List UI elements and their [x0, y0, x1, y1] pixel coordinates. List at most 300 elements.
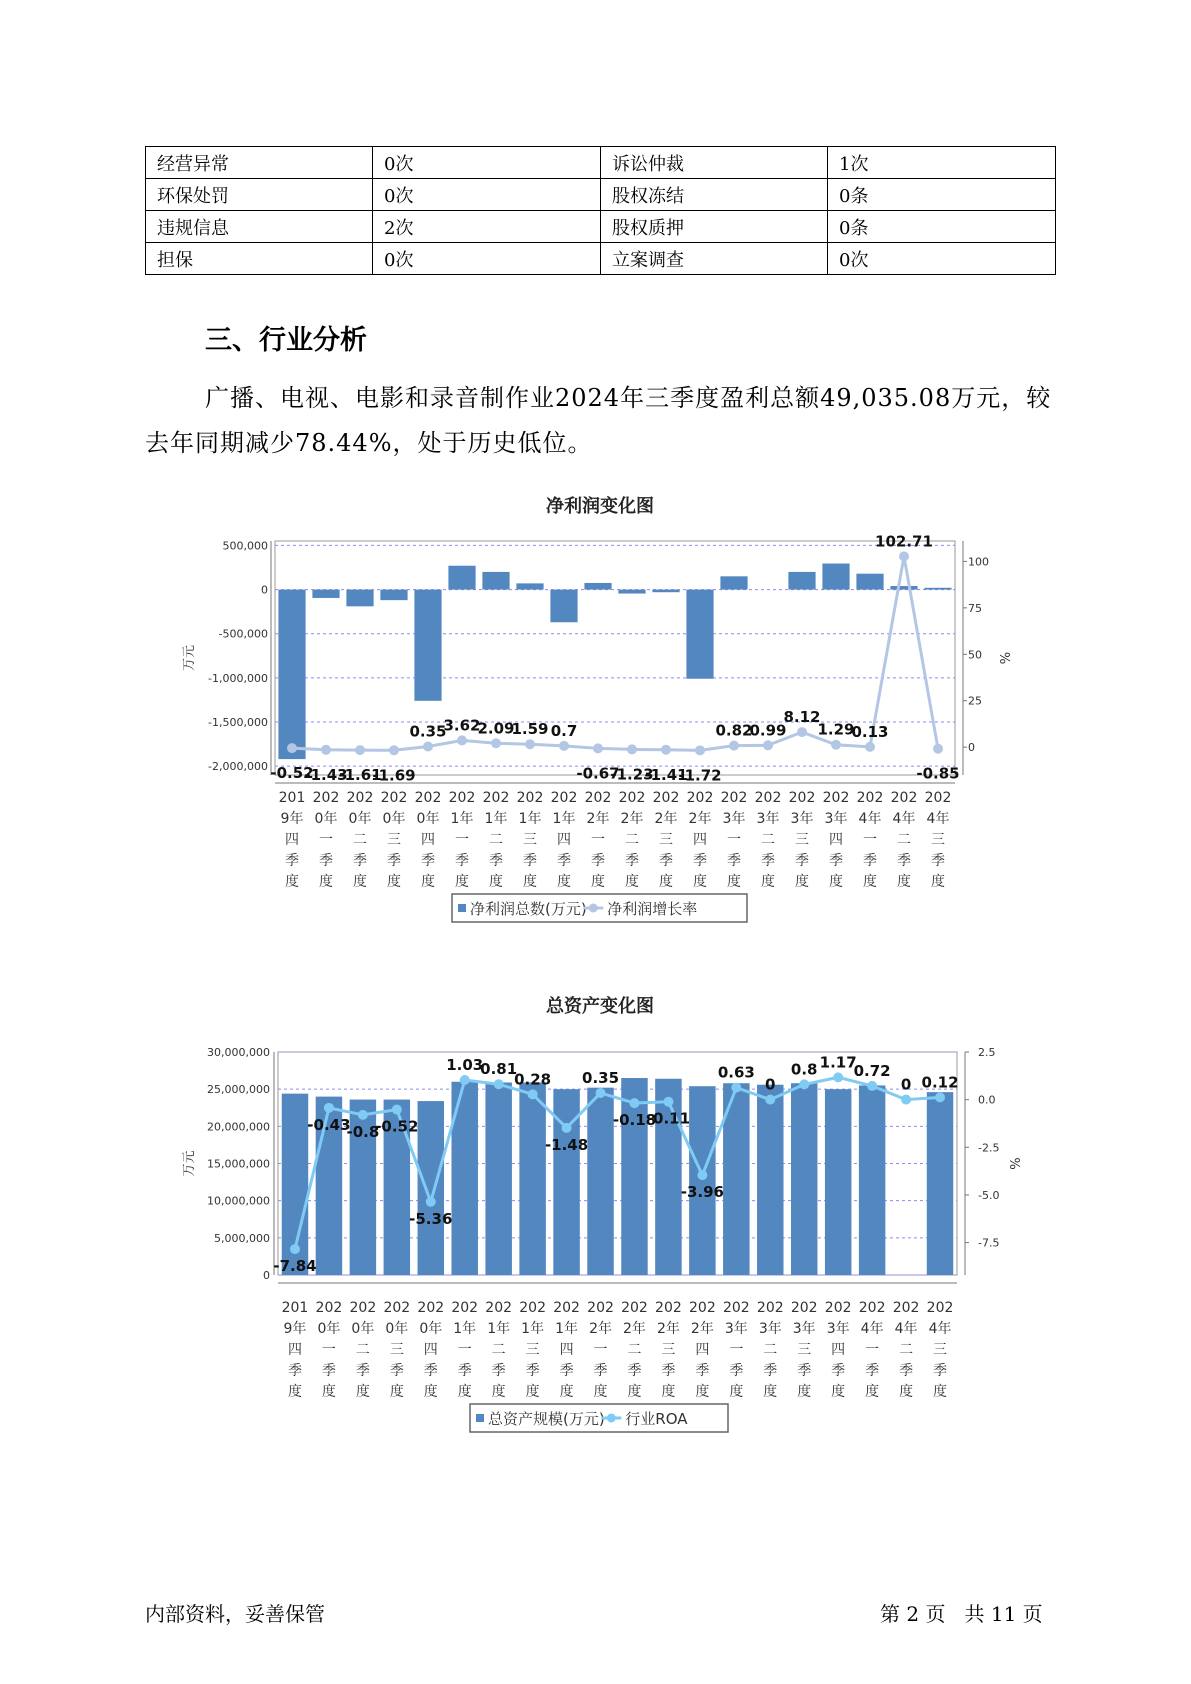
- x-tick-label: 季: [931, 853, 945, 869]
- data-label: -0.18: [612, 1111, 657, 1130]
- data-label: 0.72: [853, 1061, 891, 1080]
- x-tick-label: 202: [349, 1300, 377, 1316]
- x-tick-label: 度: [625, 874, 639, 890]
- x-tick-label: 三: [523, 832, 537, 848]
- x-tick-label: 度: [763, 1384, 778, 1400]
- risk-item-value: 0次: [373, 243, 601, 275]
- data-label: -0.85: [916, 764, 960, 783]
- x-tick-label: 一: [729, 1342, 744, 1358]
- data-point: [765, 1095, 775, 1105]
- x-tick-label: 3年: [722, 811, 746, 827]
- x-tick-label: 4年: [860, 1321, 884, 1337]
- table-row: [146, 243, 1056, 275]
- data-point: [321, 745, 331, 755]
- bar: [278, 590, 305, 760]
- x-tick-label: 季: [661, 1363, 676, 1379]
- x-tick-label: 0年: [382, 811, 406, 827]
- data-point: [457, 735, 467, 745]
- data-point: [423, 741, 433, 751]
- x-tick-label: 2年: [586, 811, 610, 827]
- risk-item-label: 股权冻结: [601, 179, 828, 211]
- x-tick-label: 季: [761, 853, 775, 869]
- y-axis-title: 万元: [182, 644, 197, 672]
- data-point: [290, 1244, 300, 1254]
- x-tick-label: 度: [695, 1384, 710, 1400]
- legend-label: 净利润增长率: [607, 900, 698, 918]
- data-label: 0.12: [921, 1073, 959, 1092]
- x-tick-label: 202: [788, 790, 816, 806]
- data-point: [389, 745, 399, 755]
- x-tick-label: 一: [457, 1342, 472, 1358]
- x-tick-label: 二: [897, 832, 911, 848]
- x-tick-label: 度: [829, 874, 843, 890]
- x-tick-label: 202: [414, 790, 442, 806]
- x-tick-label: 季: [659, 853, 673, 869]
- data-point: [697, 1170, 707, 1180]
- x-tick-label: 9年: [283, 1321, 307, 1337]
- data-point: [867, 1081, 877, 1091]
- bar: [859, 1085, 885, 1275]
- x-tick-label: 2年: [690, 1321, 714, 1337]
- bar: [791, 1083, 817, 1275]
- x-tick-label: 202: [584, 790, 612, 806]
- x-tick-label: 1年: [453, 1321, 477, 1337]
- x-tick-label: 季: [353, 853, 367, 869]
- y-tick-label: -2,000,000: [208, 760, 268, 774]
- footer-confidential: 内部资料，妥善保管: [145, 1602, 325, 1626]
- x-tick-label: 三: [795, 832, 809, 848]
- x-tick-label: 202: [383, 1300, 411, 1316]
- x-tick-label: 二: [491, 1342, 506, 1358]
- x-tick-label: 202: [519, 1300, 546, 1316]
- y-tick-label: -1,000,000: [208, 671, 268, 685]
- risk-item-value: 1次: [828, 147, 1056, 179]
- chart-title: 总资产变化图: [546, 996, 654, 1017]
- data-label: 0.63: [717, 1063, 755, 1082]
- y2-tick-label: 0.0: [978, 1093, 996, 1107]
- bar: [822, 564, 849, 590]
- y-tick-label: 0: [263, 1269, 270, 1282]
- legend-label: 行业ROA: [625, 1410, 688, 1428]
- analysis-paragraph: 广播、电视、电影和录音制作业2024年三季度盈利总额49,035.08万元，较去年同期减少78.44%，处于历史低位。: [145, 384, 1052, 457]
- x-tick-label: 一: [455, 832, 469, 848]
- y2-tick-label: -7.5: [978, 1236, 1000, 1250]
- data-label: -1.61: [338, 766, 382, 785]
- x-tick-label: 季: [593, 1363, 608, 1379]
- x-tick-label: 202: [754, 790, 782, 806]
- x-tick-label: 季: [389, 1363, 404, 1379]
- y-tick-label: 10,000,000: [207, 1194, 270, 1208]
- x-tick-label: 一: [591, 832, 605, 848]
- x-tick-label: 3年: [824, 811, 848, 827]
- x-tick-label: 季: [557, 853, 571, 869]
- bar: [448, 566, 475, 590]
- x-tick-label: 4年: [858, 811, 882, 827]
- table-row: [146, 211, 1056, 243]
- x-tick-label: 3年: [790, 811, 814, 827]
- x-tick-label: 度: [627, 1384, 642, 1400]
- table-row: [146, 147, 1056, 179]
- y-axis-title: 万元: [182, 1150, 197, 1177]
- data-label: -0.8: [346, 1122, 380, 1141]
- risk-table-body: [146, 147, 1056, 275]
- x-tick-label: 2年: [654, 811, 678, 827]
- section-heading: 三、行业分析: [205, 325, 367, 356]
- data-point: [663, 1097, 673, 1107]
- data-point: [763, 740, 773, 750]
- x-tick-label: 季: [863, 853, 877, 869]
- x-tick-label: 度: [523, 874, 537, 890]
- x-tick-label: 四: [423, 1342, 438, 1358]
- x-tick-label: 度: [931, 874, 945, 890]
- x-tick-label: 202: [689, 1300, 716, 1316]
- y-tick-label: 0: [261, 583, 268, 597]
- y2-axis-title: %: [999, 651, 1014, 665]
- x-tick-label: 度: [421, 874, 435, 890]
- data-label: 1.29: [817, 720, 855, 739]
- data-label: -5.36: [409, 1209, 453, 1228]
- x-tick-label: 202: [890, 790, 918, 806]
- bar: [689, 1086, 715, 1275]
- data-label: 0.35: [409, 722, 447, 741]
- x-tick-label: 季: [897, 853, 911, 869]
- bar: [516, 583, 543, 589]
- x-tick-label: 202: [926, 1300, 954, 1316]
- x-tick-label: 1年: [521, 1321, 545, 1337]
- x-tick-label: 度: [661, 1384, 676, 1400]
- x-tick-label: 一: [863, 832, 877, 848]
- x-tick-label: 一: [593, 1342, 608, 1358]
- bar: [312, 590, 339, 598]
- x-tick-label: 季: [797, 1363, 812, 1379]
- x-tick-label: 2年: [589, 1321, 612, 1337]
- data-point: [933, 744, 943, 754]
- data-label: -7.84: [273, 1257, 317, 1276]
- y-tick-label: 25,000,000: [207, 1083, 270, 1097]
- x-tick-label: 二: [353, 832, 367, 848]
- x-tick-label: 季: [287, 1363, 302, 1379]
- x-tick-label: 202: [448, 790, 476, 806]
- x-tick-label: 1年: [518, 811, 542, 827]
- x-tick-label: 202: [756, 1300, 784, 1316]
- x-tick-label: 季: [285, 853, 299, 869]
- x-tick-label: 3年: [792, 1321, 816, 1337]
- risk-item-label: 股权质押: [601, 211, 828, 243]
- x-tick-label: 季: [489, 853, 503, 869]
- data-point: [935, 1092, 945, 1102]
- x-tick-label: 202: [858, 1300, 886, 1316]
- x-tick-label: 9年: [280, 811, 304, 827]
- x-tick-label: 202: [485, 1300, 513, 1316]
- y2-tick-label: 2.5: [978, 1046, 996, 1059]
- x-tick-label: 季: [865, 1363, 880, 1379]
- x-tick-label: 度: [865, 1384, 880, 1400]
- x-tick-label: 度: [319, 874, 333, 890]
- x-tick-label: 三: [931, 832, 945, 848]
- x-tick-label: 四: [287, 1342, 302, 1358]
- x-tick-label: 202: [417, 1300, 445, 1316]
- x-tick-label: 季: [559, 1363, 574, 1379]
- x-tick-label: 度: [727, 874, 741, 890]
- bar: [550, 590, 577, 623]
- x-tick-label: 202: [652, 790, 680, 806]
- data-label: -0.52: [270, 764, 314, 783]
- data-point: [528, 1089, 538, 1099]
- legend-swatch-bar: [476, 1414, 484, 1422]
- y2-tick-label: 75: [968, 601, 982, 615]
- risk-item-value: 0次: [373, 147, 601, 179]
- x-tick-label: 201: [278, 790, 306, 806]
- bar: [414, 590, 441, 701]
- x-tick-label: 度: [559, 1384, 574, 1400]
- x-tick-label: 度: [285, 874, 299, 890]
- y2-tick-label: 100: [968, 555, 989, 569]
- data-label: 0.13: [851, 722, 889, 741]
- legend-swatch-point: [607, 1414, 616, 1423]
- data-label: 1.03: [446, 1056, 484, 1075]
- data-point: [460, 1075, 470, 1085]
- data-label: 0.99: [749, 721, 787, 740]
- x-tick-label: 季: [899, 1363, 914, 1379]
- x-tick-label: 四: [285, 832, 299, 848]
- data-point: [287, 743, 297, 753]
- x-tick-label: 季: [455, 853, 469, 869]
- data-label: 1.17: [819, 1053, 857, 1072]
- data-point: [392, 1105, 402, 1115]
- data-label: 0: [900, 1075, 912, 1094]
- data-label: 0.81: [480, 1060, 518, 1079]
- x-tick-label: 四: [695, 1342, 710, 1358]
- x-tick-label: 度: [899, 1384, 914, 1400]
- x-tick-label: 2年: [656, 1321, 680, 1337]
- bar: [655, 1079, 681, 1275]
- y-tick-label: 500,000: [222, 539, 268, 553]
- legend-label: 净利润总数(万元): [470, 900, 587, 918]
- x-tick-label: 1年: [450, 811, 474, 827]
- x-tick-label: 度: [593, 1384, 608, 1400]
- x-tick-label: 度: [489, 874, 503, 890]
- x-tick-label: 202: [312, 790, 340, 806]
- data-label: -1.43: [304, 765, 348, 784]
- risk-item-value: 0条: [828, 179, 1056, 211]
- data-label: -0.43: [307, 1115, 351, 1134]
- x-tick-label: 三: [389, 1342, 404, 1358]
- legend: [470, 1404, 728, 1432]
- x-tick-label: 4年: [892, 811, 916, 827]
- x-tick-label: 二: [761, 832, 775, 848]
- x-tick-label: 度: [455, 874, 469, 890]
- x-tick-label: 三: [525, 1342, 540, 1358]
- data-label: 8.12: [783, 708, 821, 727]
- y2-axis-title: %: [1009, 1157, 1024, 1170]
- x-tick-label: 一: [321, 1342, 336, 1358]
- risk-item-value: 0条: [828, 211, 1056, 243]
- x-tick-label: 度: [321, 1384, 336, 1400]
- x-tick-label: 202: [686, 790, 714, 806]
- data-label: 0.82: [715, 721, 753, 740]
- x-tick-label: 二: [627, 1342, 642, 1358]
- risk-item-label: 经营异常: [146, 147, 373, 179]
- x-tick-label: 202: [824, 1300, 852, 1316]
- bar: [652, 590, 679, 593]
- x-tick-label: 二: [763, 1342, 778, 1358]
- x-tick-label: 度: [355, 1384, 370, 1400]
- risk-item-value: 2次: [373, 211, 601, 243]
- x-tick-label: 202: [924, 790, 952, 806]
- x-tick-label: 3年: [826, 1321, 850, 1337]
- data-label: 0.8: [790, 1060, 818, 1079]
- x-tick-label: 202: [482, 790, 510, 806]
- data-point: [426, 1197, 436, 1207]
- data-label: 1.59: [511, 720, 549, 739]
- x-tick-label: 季: [729, 1363, 744, 1379]
- x-tick-label: 一: [727, 832, 741, 848]
- risk-item-label: 担保: [146, 243, 373, 275]
- table-row: [146, 179, 1056, 211]
- data-point: [559, 741, 569, 751]
- bar: [927, 1092, 953, 1275]
- data-point: [799, 1079, 809, 1089]
- x-tick-label: 0年: [351, 1321, 375, 1337]
- x-tick-label: 三: [659, 832, 673, 848]
- x-tick-label: 202: [380, 790, 408, 806]
- data-point: [797, 727, 807, 737]
- bar: [757, 1085, 783, 1275]
- data-label: 0.7: [550, 721, 578, 740]
- bar: [587, 1088, 613, 1275]
- risk-info-table: [145, 146, 1056, 275]
- bar: [825, 1089, 851, 1275]
- bar: [856, 574, 883, 590]
- x-tick-label: 3年: [724, 1321, 748, 1337]
- data-point: [525, 739, 535, 749]
- x-tick-label: 3年: [758, 1321, 782, 1337]
- x-tick-label: 202: [451, 1300, 479, 1316]
- legend-swatch-point: [589, 904, 598, 913]
- x-tick-label: 度: [863, 874, 877, 890]
- x-tick-label: 度: [423, 1384, 438, 1400]
- legend-label: 总资产规模(万元): [488, 1410, 605, 1428]
- data-point: [358, 1110, 368, 1120]
- x-tick-label: 三: [797, 1342, 812, 1358]
- x-tick-label: 三: [661, 1342, 676, 1358]
- data-label: -1.41: [644, 765, 688, 784]
- x-tick-label: 二: [489, 832, 503, 848]
- x-tick-label: 2年: [620, 811, 644, 827]
- chart-title: 净利润变化图: [546, 496, 654, 517]
- bar: [618, 590, 645, 594]
- x-tick-label: 二: [899, 1342, 914, 1358]
- x-tick-label: 1年: [484, 811, 508, 827]
- x-tick-label: 季: [319, 853, 333, 869]
- x-tick-label: 202: [722, 1300, 750, 1316]
- x-tick-label: 度: [389, 1384, 404, 1400]
- x-tick-label: 4年: [926, 811, 950, 827]
- risk-item-value: 0次: [373, 179, 601, 211]
- x-tick-label: 2年: [623, 1321, 646, 1337]
- x-tick-label: 四: [421, 832, 435, 848]
- x-tick-label: 二: [355, 1342, 370, 1358]
- x-tick-label: 季: [625, 853, 639, 869]
- x-tick-label: 202: [516, 790, 544, 806]
- data-point: [629, 1098, 639, 1108]
- x-tick-label: 度: [557, 874, 571, 890]
- x-tick-label: 季: [627, 1363, 642, 1379]
- data-label: -0.52: [375, 1117, 419, 1136]
- x-tick-label: 度: [659, 874, 673, 890]
- x-tick-label: 季: [591, 853, 605, 869]
- y-tick-label: 20,000,000: [207, 1120, 270, 1134]
- x-tick-label: 度: [491, 1384, 506, 1400]
- x-tick-label: 一: [865, 1342, 880, 1358]
- x-tick-label: 二: [625, 832, 639, 848]
- bar: [482, 572, 509, 590]
- x-tick-label: 四: [693, 832, 707, 848]
- data-label: -3.96: [680, 1183, 724, 1202]
- x-tick-label: 202: [621, 1300, 648, 1316]
- data-point: [562, 1123, 572, 1133]
- x-tick-label: 季: [457, 1363, 472, 1379]
- bar: [720, 576, 747, 589]
- data-label: 0: [765, 1075, 776, 1094]
- x-tick-label: 202: [720, 790, 748, 806]
- footer-page-number: 第 2 页 共 11 页: [880, 1602, 1043, 1626]
- x-tick-label: 季: [727, 853, 741, 869]
- y2-tick-label: -5.0: [978, 1188, 1000, 1202]
- x-tick-label: 度: [797, 1384, 812, 1400]
- x-tick-label: 度: [457, 1384, 472, 1400]
- x-tick-label: 度: [795, 874, 809, 890]
- x-tick-label: 4年: [894, 1321, 918, 1337]
- data-label: -1.48: [544, 1135, 589, 1154]
- data-point: [901, 1095, 911, 1105]
- x-tick-label: 202: [655, 1300, 682, 1316]
- x-tick-label: 季: [387, 853, 401, 869]
- data-point: [729, 741, 739, 751]
- x-tick-label: 季: [829, 853, 843, 869]
- risk-item-label: 违规信息: [146, 211, 373, 243]
- data-point: [899, 551, 909, 561]
- data-point: [695, 745, 705, 755]
- x-tick-label: 202: [822, 790, 850, 806]
- data-point: [593, 743, 603, 753]
- x-tick-label: 一: [319, 832, 333, 848]
- x-tick-label: 202: [618, 790, 646, 806]
- x-tick-label: 度: [729, 1384, 744, 1400]
- x-tick-label: 季: [423, 1363, 438, 1379]
- x-tick-label: 3年: [756, 811, 780, 827]
- x-tick-label: 季: [525, 1363, 540, 1379]
- y2-tick-label: 0: [968, 741, 975, 755]
- bar: [485, 1082, 511, 1275]
- legend-swatch-bar: [458, 904, 466, 912]
- x-tick-label: 202: [790, 1300, 818, 1316]
- bar: [346, 590, 373, 607]
- y-tick-label: 30,000,000: [207, 1046, 270, 1059]
- x-tick-label: 度: [761, 874, 775, 890]
- x-tick-label: 四: [831, 1342, 846, 1358]
- bar: [788, 572, 815, 590]
- x-tick-label: 季: [421, 853, 435, 869]
- x-tick-label: 四: [559, 1342, 574, 1358]
- bar: [519, 1082, 545, 1275]
- legend: [452, 894, 747, 922]
- x-tick-label: 季: [763, 1363, 778, 1379]
- x-tick-label: 度: [831, 1384, 846, 1400]
- y2-tick-label: 50: [968, 648, 982, 662]
- x-tick-label: 季: [831, 1363, 846, 1379]
- bar: [418, 1101, 444, 1275]
